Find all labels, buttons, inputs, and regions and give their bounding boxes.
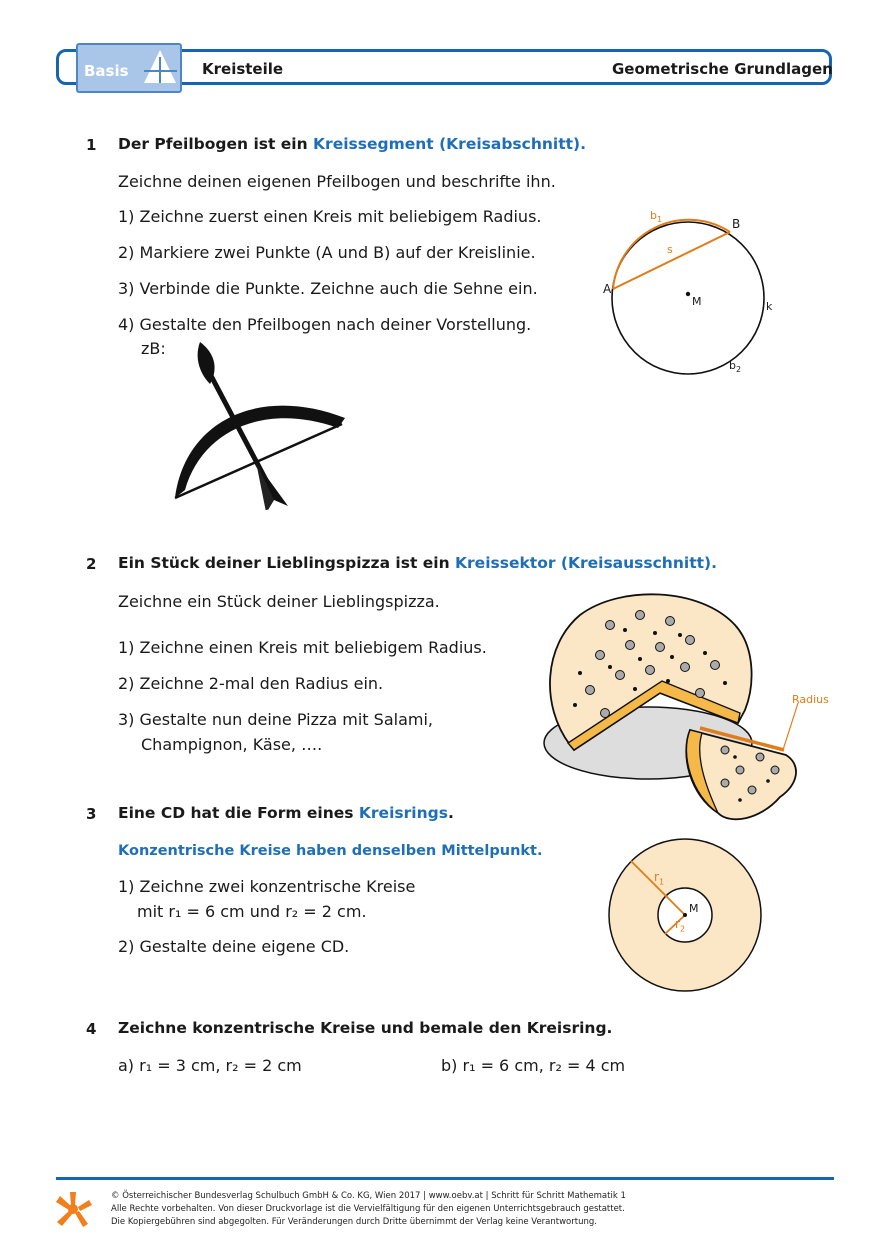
header-topic: Kreisteile xyxy=(202,60,284,78)
footer-line-3: Die Kopiergebühren sind abgegolten. Für Veränderungen durch Dritte übernimmt der Verlag keine Verantwortung. xyxy=(111,1217,597,1227)
task-2-title-term: Kreissektor (Kreisausschnitt). xyxy=(455,554,717,572)
arc-label-b2: $b_2$ xyxy=(729,359,742,375)
task-3-title xyxy=(118,804,454,822)
task-2-title xyxy=(118,554,717,572)
circle-label-k: k xyxy=(766,300,773,313)
task-number-4: 4 xyxy=(86,1020,97,1038)
center-label-m: M xyxy=(692,295,702,308)
task-1-intro: Zeichne deinen eigenen Pfeilbogen und beschrifte ihn. xyxy=(118,172,556,191)
bow-arrow-illustration xyxy=(170,340,360,510)
task-1-title-text: Der Pfeilbogen ist ein xyxy=(118,135,314,153)
task-3-title-end: . xyxy=(447,804,454,822)
task-4-part-a: a) r₁ = 3 cm, r₂ = 2 cm xyxy=(118,1056,302,1075)
footer-divider xyxy=(56,1177,834,1180)
task-1-step-2: 2) Markiere zwei Punkte (A und B) auf der Kreislinie. xyxy=(118,243,536,262)
annulus-center-label: M xyxy=(689,902,699,915)
radius-label-r1: $r_1$ xyxy=(654,870,665,887)
header-chapter: Geometrische Grundlagen xyxy=(612,60,833,78)
task-3-title-text: Eine CD hat die Form eines xyxy=(118,804,359,822)
task-2-intro: Zeichne ein Stück deiner Lieblingspizza. xyxy=(118,592,440,611)
task-3-subtitle: Konzentrische Kreise haben denselben Mittelpunkt. xyxy=(118,843,543,859)
footer-line-1: © Österreichischer Bundesverlag Schulbuch GmbH & Co. KG, Wien 2017 | www.oebv.at | Schritt für Schritt Mathematik 1 xyxy=(111,1191,626,1201)
task-1-step-4: 4) Gestalte den Pfeilbogen nach deiner Vorstellung. xyxy=(118,315,532,334)
task-2-step-3: 3) Gestalte nun deine Pizza mit Salami, xyxy=(118,710,433,729)
task-3-step-1-cont: mit r₁ = 6 cm und r₂ = 2 cm. xyxy=(137,902,367,921)
task-number-3: 3 xyxy=(86,805,97,823)
chord-label-s: s xyxy=(667,243,673,256)
task-1-step-3: 3) Verbinde die Punkte. Zeichne auch die Sehne ein. xyxy=(118,279,538,298)
task-4-title: Zeichne konzentrische Kreise und bemale den Kreisring. xyxy=(118,1019,613,1037)
footer-copyright xyxy=(111,1190,626,1229)
task-3-title-term: Kreisrings xyxy=(358,804,448,822)
task-2-step-2: 2) Zeichne 2-mal den Radius ein. xyxy=(118,674,384,693)
task-3-step-2: 2) Gestalte deine eigene CD. xyxy=(118,937,350,956)
footer-line-2: Alle Rechte vorbehalten. Von dieser Druckvorlage ist die Vervielfältigung für den eigenen Unterrichtsgebrauch gestattet. xyxy=(111,1204,625,1214)
task-number-2: 2 xyxy=(86,555,97,573)
point-label-a: A xyxy=(603,282,612,296)
circle-segment-diagram xyxy=(596,205,786,390)
radius-label: Radius xyxy=(792,693,829,706)
radius-label-r2: $r_2$ xyxy=(675,917,686,934)
publisher-star-icon xyxy=(52,1190,92,1228)
task-3-step-1: 1) Zeichne zwei konzentrische Kreise xyxy=(118,877,416,896)
annulus-diagram xyxy=(605,835,765,995)
example-label: zB: xyxy=(141,339,166,358)
pizza-illustration xyxy=(540,585,840,830)
task-number-1: 1 xyxy=(86,136,97,154)
task-1-title xyxy=(118,135,586,153)
arc-label-b1: $b_1$ xyxy=(650,209,663,225)
logo-label: Basis xyxy=(84,62,129,80)
task-2-step-3-cont: Champignon, Käse, …. xyxy=(141,735,323,754)
task-1-step-1: 1) Zeichne zuerst einen Kreis mit beliebigem Radius. xyxy=(118,207,542,226)
task-2-title-text: Ein Stück deiner Lieblingspizza ist ein xyxy=(118,554,456,572)
task-4-part-b: b) r₁ = 6 cm, r₂ = 4 cm xyxy=(441,1056,626,1075)
task-1-title-term: Kreissegment (Kreisabschnitt). xyxy=(313,135,587,153)
point-label-b: B xyxy=(732,217,741,231)
task-2-step-1: 1) Zeichne einen Kreis mit beliebigem Radius. xyxy=(118,638,487,657)
